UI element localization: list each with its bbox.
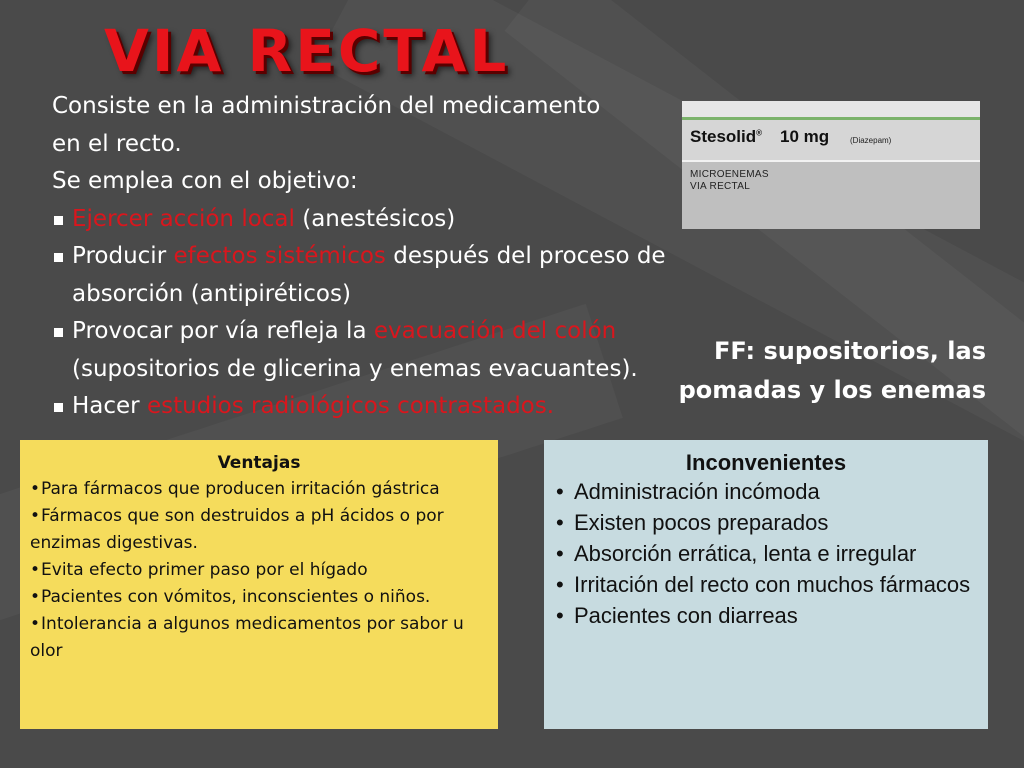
square-bullet-icon (54, 403, 63, 412)
objective-item: Provocar por vía refleja la evacuación del colón (supositorios de glicerina y enemas evacuantes). (52, 313, 712, 388)
intro-line-2: en el recto. (52, 130, 182, 157)
product-generic: (Diazepam) (850, 136, 892, 145)
disadvantages-heading: Inconvenientes (685, 450, 847, 475)
highlight-text: evacuación del colón (373, 318, 617, 344)
square-bullet-icon (54, 253, 63, 262)
advantage-item: •Pacientes con vómitos, inconscientes o niños. (30, 587, 431, 607)
pharmaceutical-forms-note: FF: supositorios, las pomadas y los enemas (678, 337, 986, 404)
advantages-list (30, 476, 488, 665)
advantages-panel (20, 440, 498, 729)
advantage-item: •Intolerancia a algunos medicamentos por sabor u olor (30, 614, 464, 661)
square-bullet-icon (54, 328, 63, 337)
objective-list (52, 201, 712, 426)
product-package-image (682, 101, 980, 229)
advantage-item: •Fármacos que son destruidos a pH ácidos o por enzimas digestivas. (30, 506, 444, 553)
objective-intro: Se emplea con el objetivo: (52, 168, 358, 194)
product-dose: 10 mg (780, 127, 830, 146)
highlight-text: estudios radiológicos contrastados. (146, 393, 555, 419)
highlight-text: efectos sistémicos (173, 243, 386, 269)
objective-item: Producir efectos sistémicos después del proceso de absorción (antipiréticos) (52, 238, 712, 313)
product-form: MICROENEMAS (690, 169, 769, 180)
objective-item: Ejercer acción local (anestésicos) (52, 201, 712, 239)
disadvantage-item: • Administración incómoda (556, 479, 820, 504)
advantages-heading: Ventajas (217, 453, 301, 473)
disadvantage-item: • Absorción errática, lenta e irregular (556, 541, 917, 566)
disadvantages-panel (544, 440, 988, 729)
objective-item: Hacer estudios radiológicos contrastados. (52, 388, 712, 426)
slide-body (52, 88, 712, 426)
slide-title: VIA RECTAL (104, 17, 510, 85)
square-bullet-icon (54, 216, 63, 225)
intro-line-1: Consiste en la administración del medicamento (52, 93, 601, 119)
advantage-item: •Evita efecto primer paso por el hígado (30, 560, 368, 580)
disadvantages-list (556, 476, 976, 631)
advantage-item: •Para fármacos que producen irritación gástrica (30, 479, 440, 499)
disadvantage-item: • Irritación del recto con muchos fármacos (556, 572, 971, 597)
product-brand: Stesolid® (690, 127, 763, 146)
disadvantage-item: • Pacientes con diarreas (556, 603, 798, 628)
highlight-text: Ejercer acción local (72, 205, 295, 232)
disadvantage-item: • Existen pocos preparados (556, 510, 829, 535)
product-route: VIA RECTAL (690, 181, 751, 192)
